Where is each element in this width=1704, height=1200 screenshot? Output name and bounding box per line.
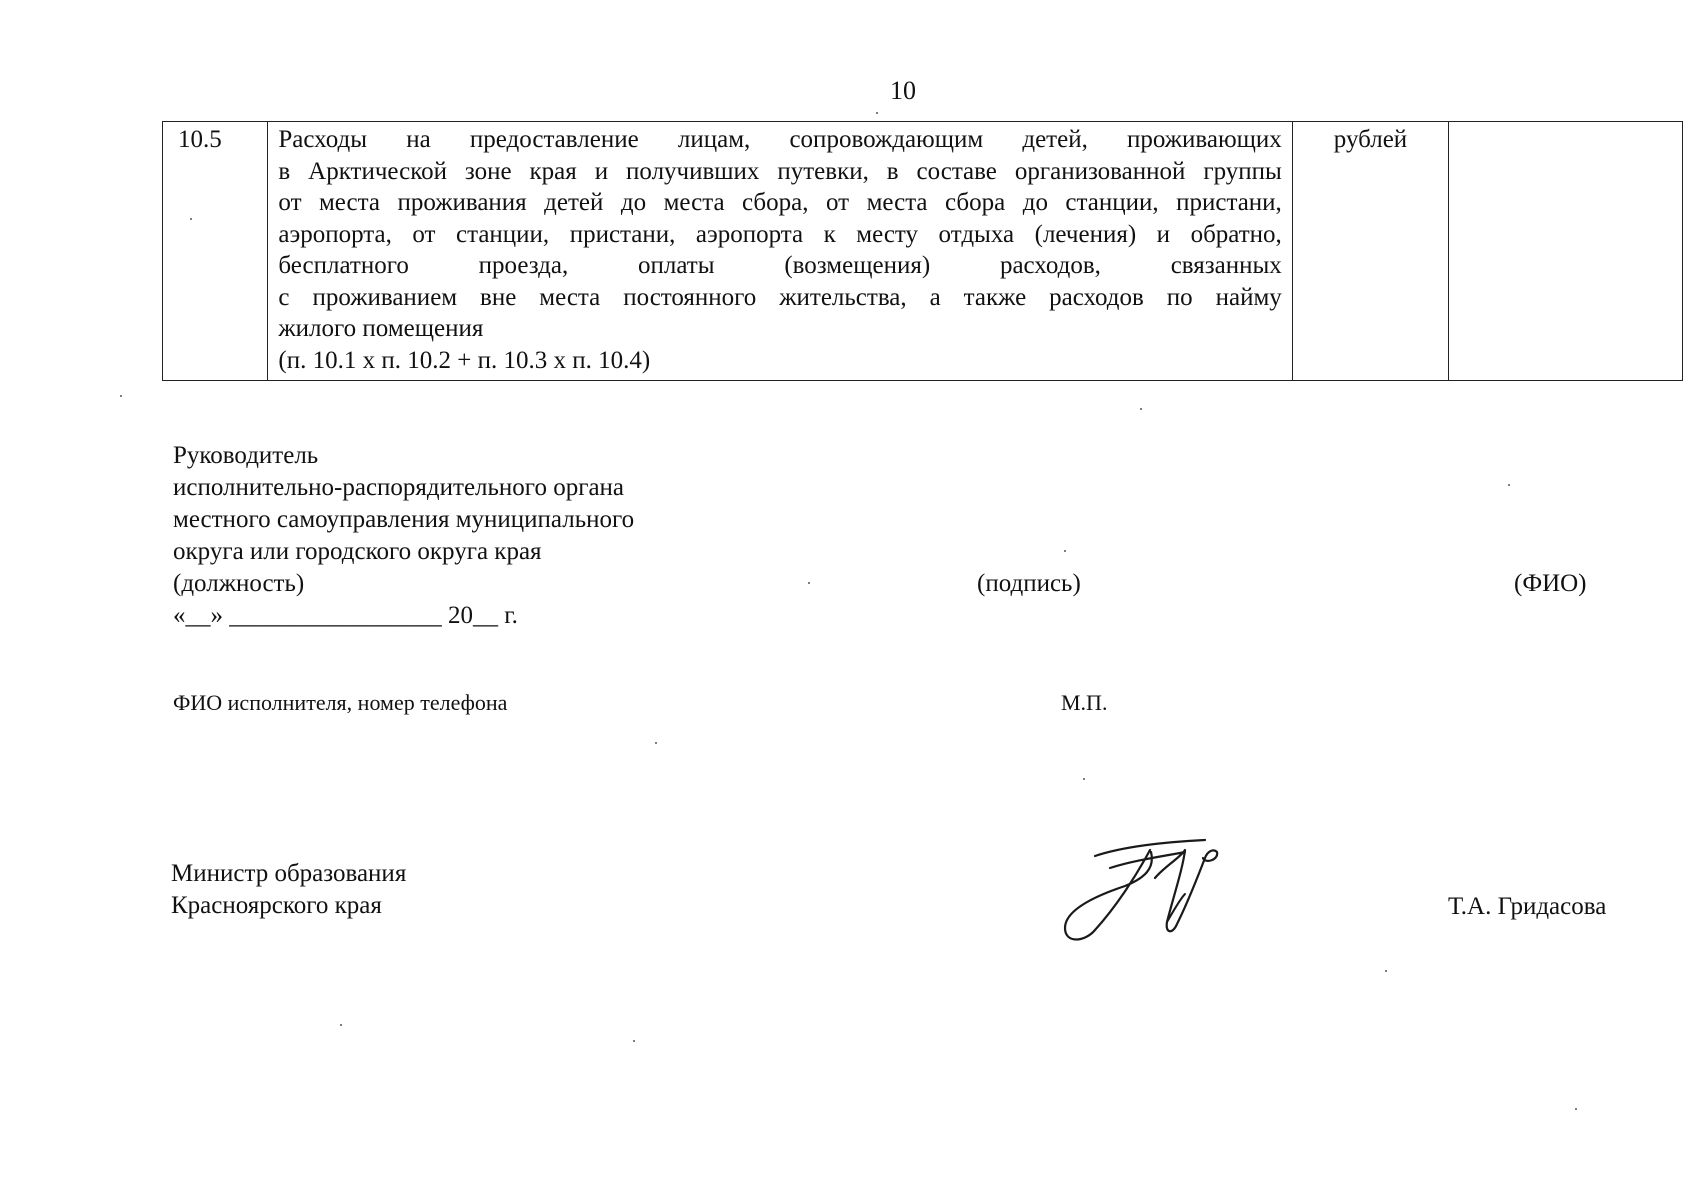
- position-line: Руководитель: [173, 442, 319, 469]
- scan-speck: [1575, 1108, 1577, 1110]
- scan-speck: [633, 1040, 635, 1042]
- name-caption: (ФИО): [1514, 570, 1587, 597]
- page-number: 10: [890, 76, 916, 105]
- stamp-label: М.П.: [1061, 690, 1108, 715]
- minister-title-line: Красноярского края: [171, 892, 382, 919]
- executor-line: ФИО исполнителя, номер телефона: [173, 690, 508, 715]
- scan-speck: [340, 1024, 342, 1026]
- table-row: [163, 122, 1683, 381]
- description-line: жилого помещения: [278, 315, 484, 342]
- scan-speck: [876, 112, 878, 114]
- formula-line: (п. 10.1 х п. 10.2 + п. 10.3 х п. 10.4): [278, 346, 651, 374]
- scan-speck: [120, 395, 122, 397]
- minister-title-line: Министр образования: [171, 860, 407, 887]
- description-line: бесплатного проезда, оплаты (возмещения) расходов, связанных: [278, 252, 1282, 279]
- position-line: округа или городского округа края: [173, 538, 542, 565]
- position-line: местного самоуправления муниципального: [173, 506, 635, 533]
- row-unit: рублей: [1292, 122, 1448, 381]
- date-line: «__» _________________ 20__ г.: [173, 602, 518, 629]
- minister-title: [171, 858, 406, 922]
- description-line: аэропорта, от станции, пристани, аэропорта к месту отдыха (лечения) и обратно,: [278, 220, 1282, 248]
- indicator-table: [162, 121, 1683, 381]
- scan-speck: [808, 582, 810, 584]
- scan-speck: [1385, 970, 1387, 972]
- row-value: [1449, 122, 1683, 381]
- scan-speck: [1064, 550, 1066, 552]
- description-line: с проживанием вне места постоянного жительства, а также расходов по найму: [278, 283, 1282, 311]
- signature-caption: (подпись): [977, 570, 1081, 597]
- scan-speck: [655, 742, 657, 744]
- minister-name: Т.А. Гридасова: [1448, 893, 1607, 920]
- description-line: Расходы на предоставление лицам, сопровождающим детей, проживающих: [278, 126, 1282, 153]
- head-position-block: [173, 440, 634, 632]
- row-number: 10.5: [163, 122, 268, 381]
- position-caption: (должность): [173, 570, 305, 597]
- row-description: [268, 122, 1292, 381]
- description-line: в Арктической зоне края и получивших путевки, в составе организованной группы: [278, 157, 1282, 185]
- scan-speck: [190, 218, 192, 220]
- description-line: от места проживания детей до места сбора, от места сбора до станции, пристани,: [278, 189, 1282, 216]
- scan-speck: [1140, 408, 1142, 410]
- position-line: исполнительно-распорядительного органа: [173, 474, 625, 501]
- handwritten-signature: [1055, 838, 1235, 948]
- scan-speck: [1083, 778, 1085, 780]
- scan-speck: [1508, 484, 1510, 486]
